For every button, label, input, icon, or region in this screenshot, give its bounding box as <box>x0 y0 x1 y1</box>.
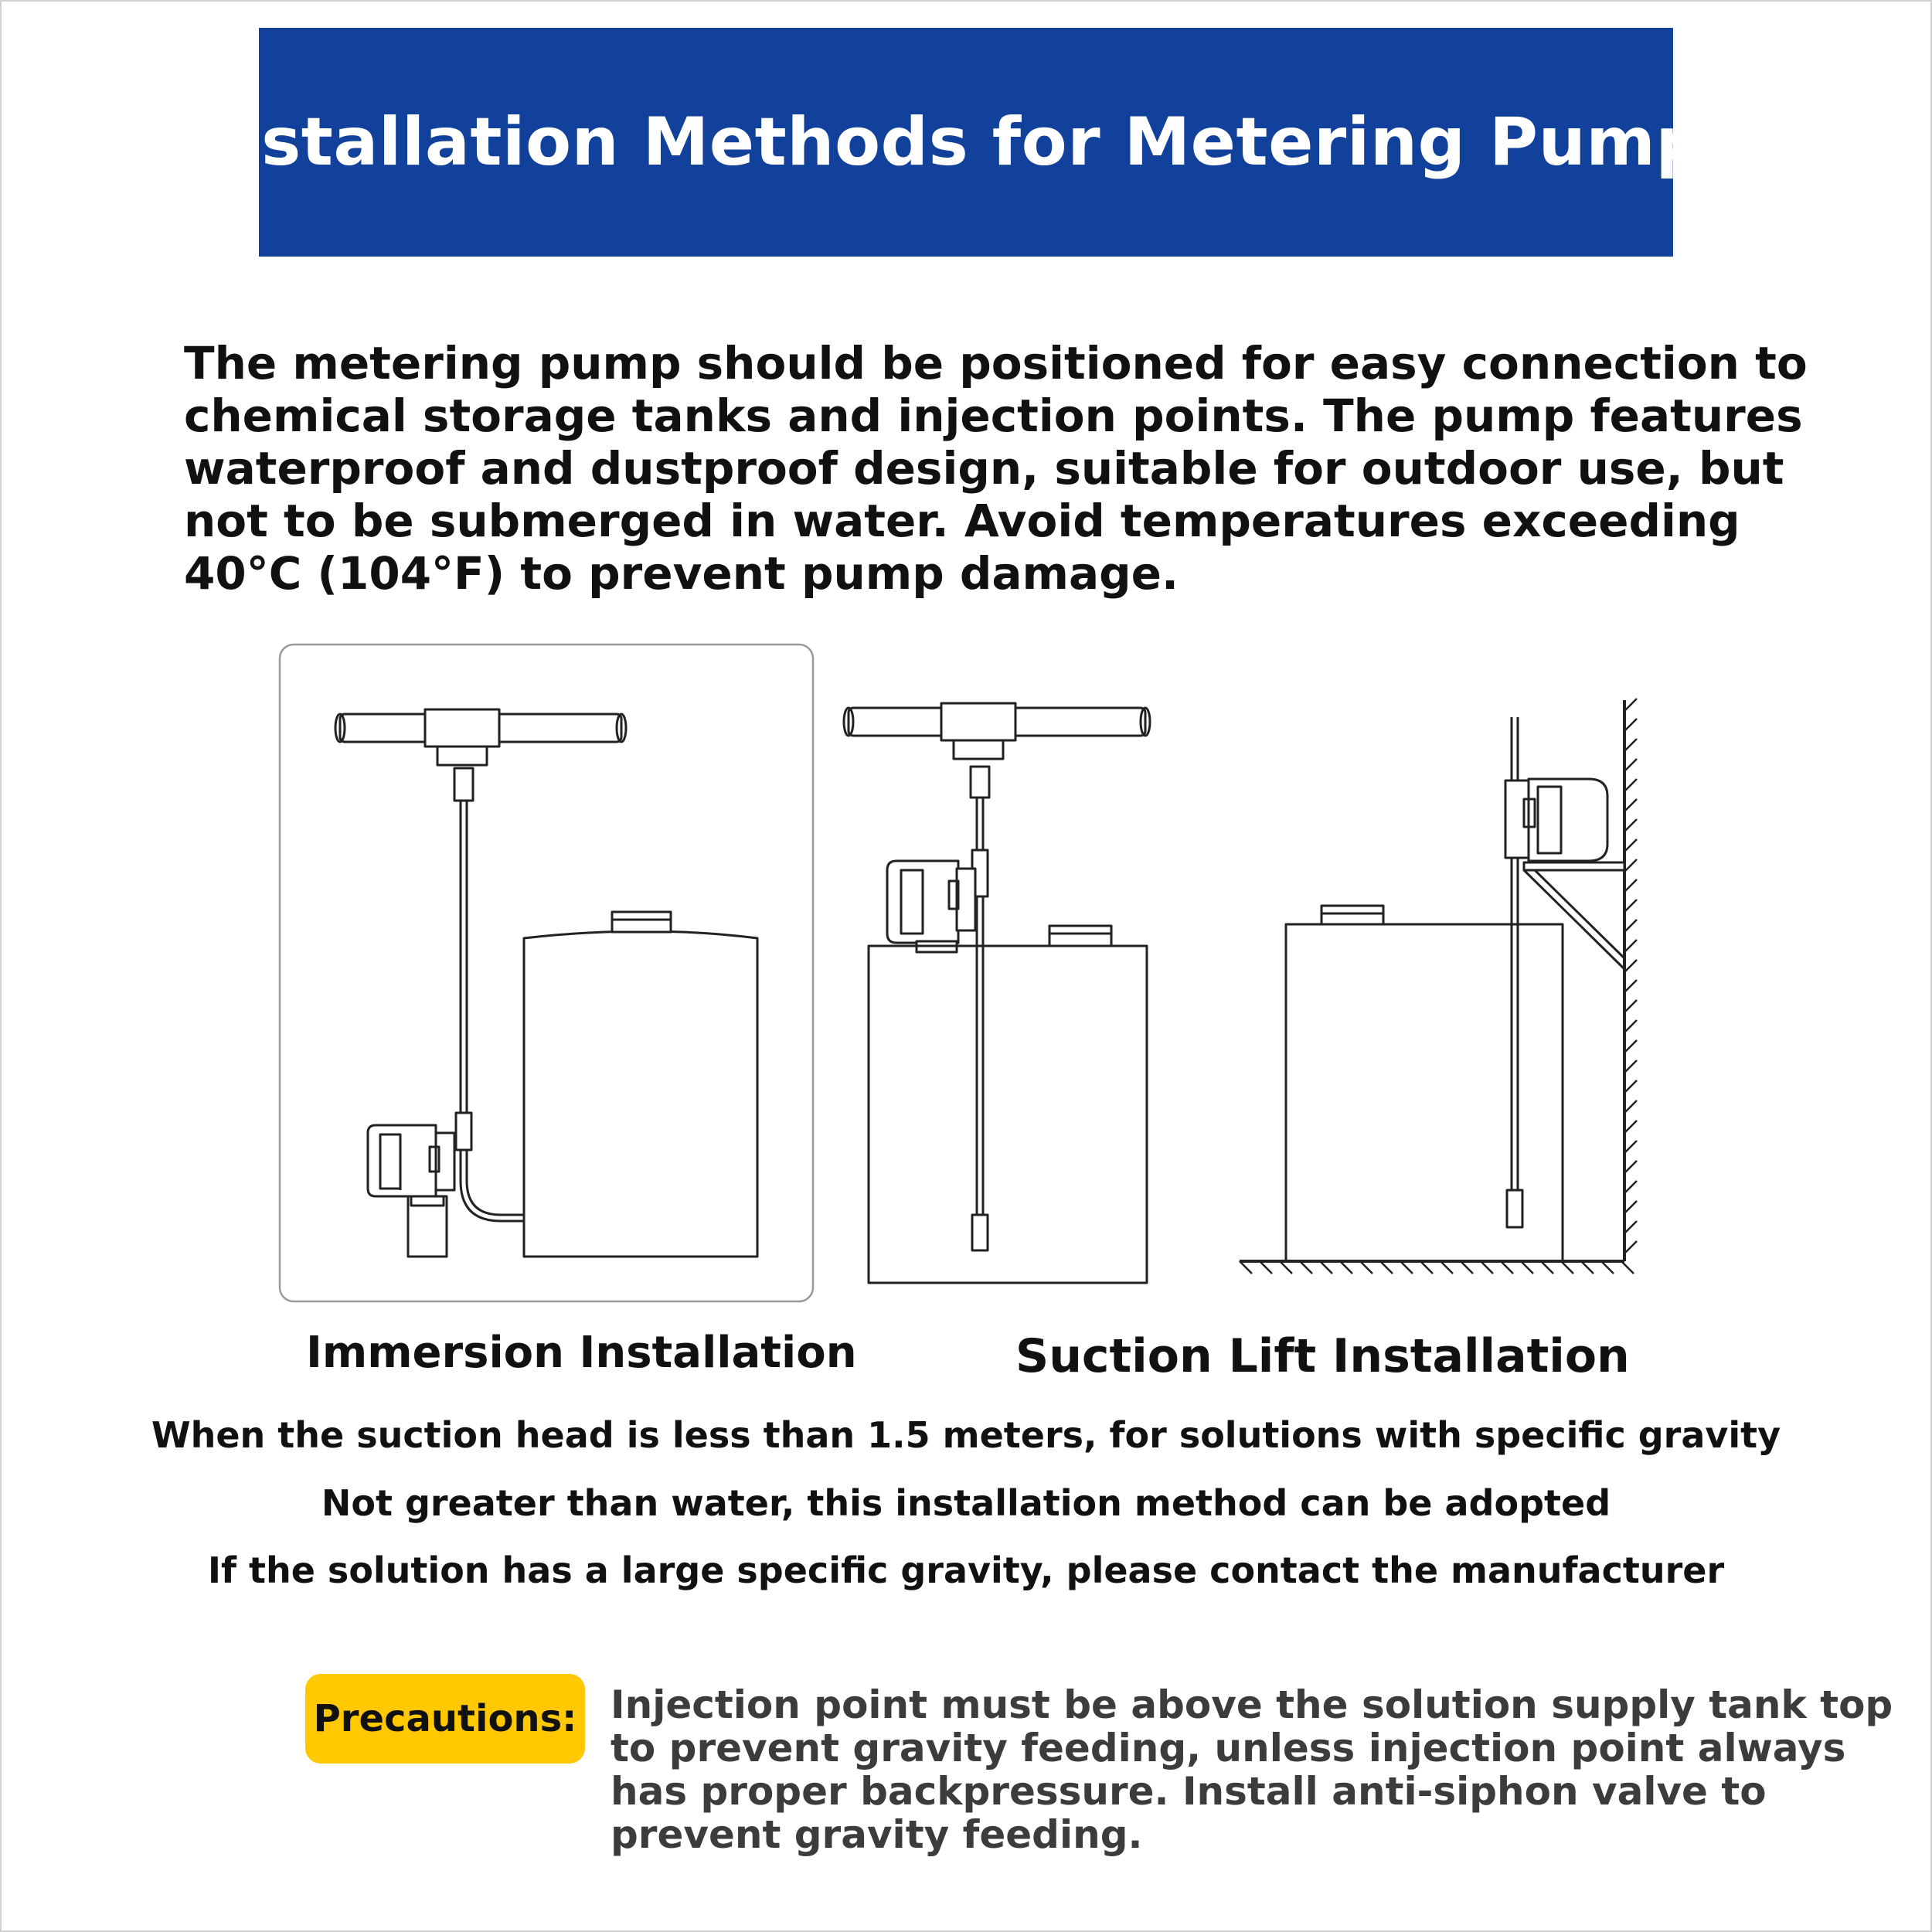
wall-shelf <box>1524 862 1624 870</box>
note-line-2: Not greater than water, this installation method can be adopted <box>321 1482 1611 1524</box>
precautions-text: Injection point must be above the solution supply tank top to prevent gravity feeding, unless injection point always has proper backpressure. Install anti-siphon valve to prevent gravity feeding. <box>611 1682 1893 1857</box>
chemical-tank <box>524 912 757 1257</box>
metering-pump <box>368 1125 454 1196</box>
note-line-3: If the solution has a large specific gravity, please contact the manufacturer <box>207 1549 1725 1591</box>
suction-lift-tank-top-diagram <box>844 703 1150 1283</box>
note-line-1: When the suction head is less than 1.5 meters, for solutions with specific gravity <box>151 1414 1781 1456</box>
chemical-tank <box>869 926 1147 1283</box>
pipe-tee <box>425 709 499 747</box>
foot-valve <box>972 1215 988 1250</box>
pipe-tee <box>941 703 1015 740</box>
foot-valve <box>1507 1190 1522 1227</box>
suction-lift-caption: Suction Lift Installation <box>1015 1329 1630 1383</box>
floor-hatching <box>1240 1261 1634 1274</box>
intro-paragraph: The metering pump should be positioned for easy connection to chemical storage tanks and injection points. The pump features waterproof and dustproof design, suitable for outdoor use, but not to be submerged in water. Avoid temperatures exceeding 40°C (104°F) to prevent pump damage. <box>184 337 1808 600</box>
page-title: Installation Methods for Metering Pumps <box>188 104 1744 181</box>
injection-valve <box>971 767 989 798</box>
suction-lift-wall-mount-diagram <box>1240 699 1637 1274</box>
immersion-caption: Immersion Installation <box>306 1328 857 1378</box>
precautions-badge: Precautions: <box>305 1674 585 1764</box>
wall-hatching <box>1624 699 1637 1253</box>
metering-pump <box>887 861 975 952</box>
injection-valve <box>454 768 473 801</box>
immersion-diagram <box>280 645 813 1301</box>
metering-pump <box>1505 779 1607 861</box>
